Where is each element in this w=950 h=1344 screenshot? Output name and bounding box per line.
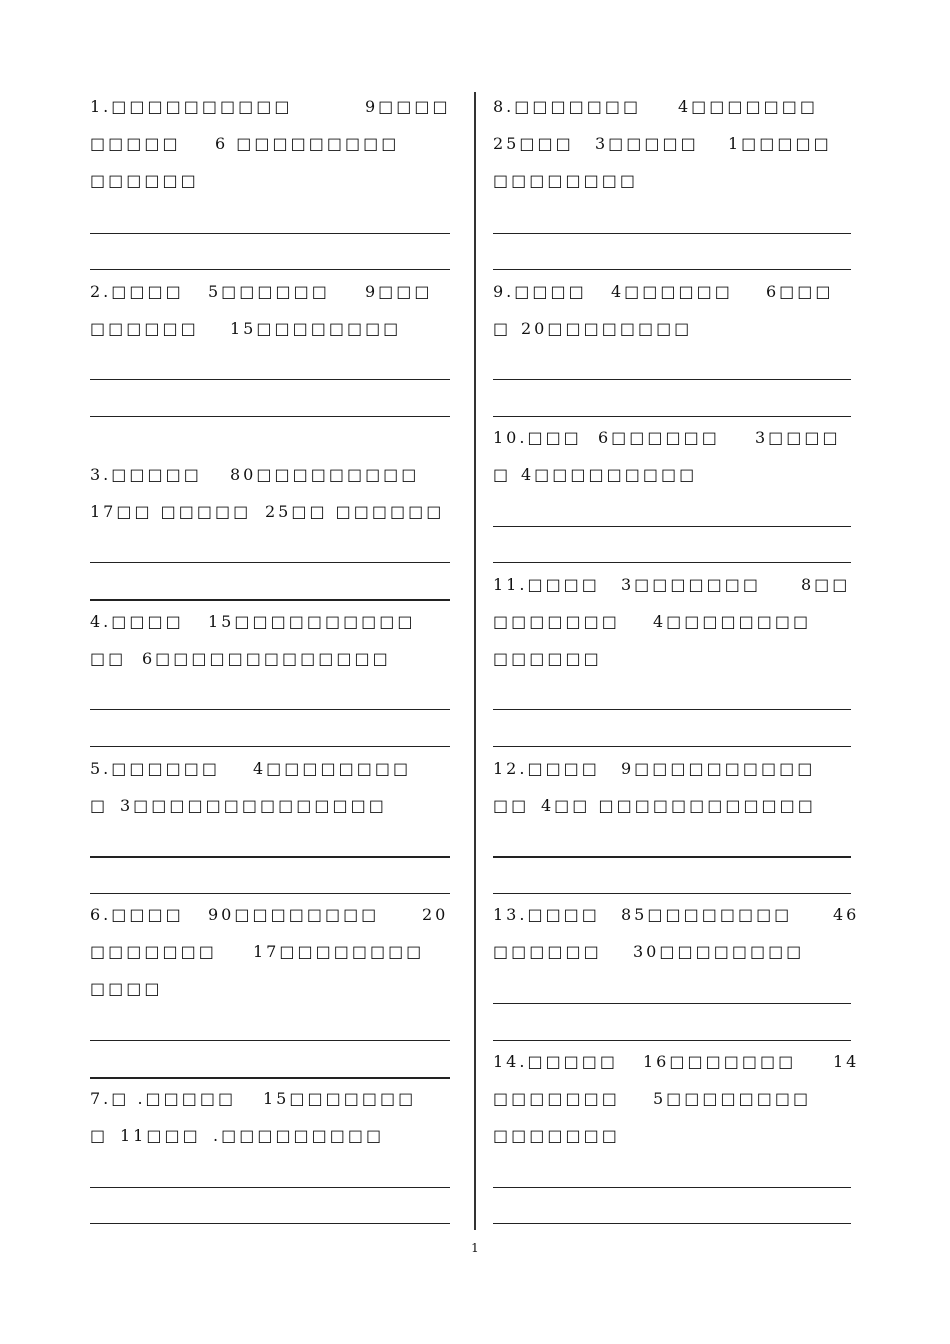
answer-line[interactable] [90, 233, 450, 234]
answer-line[interactable] [90, 379, 450, 380]
problem-text: 8□□ [801, 575, 851, 594]
problem-text: 16□□□□□□□ [643, 1052, 797, 1071]
problem-text: 4□□□□□□□□ [253, 759, 412, 778]
problem-text: □□ [493, 796, 530, 815]
problem-text: □ [493, 319, 512, 338]
problem-text: 17□□ □□□□□ [90, 502, 252, 521]
answer-line[interactable] [493, 856, 851, 858]
problem-text: 20 [422, 905, 449, 924]
answer-line[interactable] [493, 233, 851, 234]
answer-line[interactable] [90, 269, 450, 270]
column-divider [474, 92, 476, 1230]
problem-text: 6□□□ [766, 282, 834, 301]
answer-line[interactable] [90, 1040, 450, 1041]
problem-text: 3□□□□ [755, 428, 841, 447]
problem-text: □ [493, 465, 512, 484]
problem-text: □□□□□□□ [90, 942, 217, 961]
problem-text: 4□□□□□□□□□ [521, 465, 698, 484]
problem-text: □□□□□□□ [493, 1126, 620, 1145]
problem-text: 85□□□□□□□□ [621, 905, 793, 924]
problem-text: □□□□□ [90, 134, 181, 153]
problem-text: 14 [833, 1052, 860, 1071]
answer-line[interactable] [90, 562, 450, 563]
problem-text: 3□□□□□□□ [621, 575, 761, 594]
problem-text: 20□□□□□□□□ [521, 319, 693, 338]
problem-text: 5.□□□□□□ [90, 759, 220, 778]
problem-text: 14.□□□□□ [493, 1052, 619, 1071]
answer-line[interactable] [90, 709, 450, 710]
problem-text: 1□□□□□ [728, 134, 832, 153]
answer-line[interactable] [493, 562, 851, 563]
problem-text: 10.□□□ [493, 428, 582, 447]
problem-text: 1.□□□□□□□□□□ [90, 97, 293, 116]
answer-line[interactable] [493, 416, 851, 417]
answer-line[interactable] [90, 1223, 450, 1224]
problem-text: □ [90, 796, 109, 815]
problem-text: □□□□□□□□ [493, 171, 638, 190]
problem-text: 5□□□□□□□□ [653, 1089, 812, 1108]
answer-line[interactable] [90, 893, 450, 894]
problem-text: 4□□ □□□□□□□□□□□□ [541, 796, 816, 815]
problem-text: 6□□□□□□□□□□□□□ [142, 649, 391, 668]
answer-line[interactable] [493, 269, 851, 270]
problem-text: 90□□□□□□□□ [208, 905, 380, 924]
problem-text: □□□□□□□ [493, 612, 620, 631]
problem-text: □□□□□□ [90, 171, 199, 190]
problem-text: □□□□□□ [493, 649, 602, 668]
answer-line[interactable] [493, 893, 851, 894]
problem-text: .□□□□□□□□□ [213, 1126, 385, 1145]
problem-text: □□ [90, 649, 127, 668]
problem-text: 46 [833, 905, 860, 924]
problem-text: 11□□□ [120, 1126, 201, 1145]
problem-text: □□□□□□□ [493, 1089, 620, 1108]
problem-text: 3□□□□□ [595, 134, 699, 153]
answer-line[interactable] [493, 746, 851, 747]
problem-text: 4□□□□□□□ [678, 97, 818, 116]
problem-text: 15□□□□□□□□ [230, 319, 402, 338]
answer-line[interactable] [493, 526, 851, 527]
problem-text: 80□□□□□□□□□ [230, 465, 420, 484]
answer-line[interactable] [493, 1003, 851, 1004]
problem-text: 17□□□□□□□□ [253, 942, 425, 961]
answer-line[interactable] [90, 416, 450, 417]
problem-text: □□□□□□ [493, 942, 602, 961]
problem-text: 15□□□□□□□□□□ [208, 612, 416, 631]
problem-text: 9□□□ [365, 282, 433, 301]
problem-text: 4□□□□□□□□ [653, 612, 812, 631]
problem-text: 5□□□□□□ [208, 282, 330, 301]
problem-text: 6.□□□□ [90, 905, 184, 924]
answer-line[interactable] [493, 1187, 851, 1188]
problem-text: 11.□□□□ [493, 575, 600, 594]
problem-text: 9□□□□□□□□□□ [621, 759, 816, 778]
answer-line[interactable] [493, 1040, 851, 1041]
answer-line[interactable] [90, 1187, 450, 1188]
answer-line[interactable] [90, 599, 450, 601]
answer-line[interactable] [493, 1223, 851, 1224]
problem-text: 6 □□□□□□□□□ [215, 134, 400, 153]
problem-text: 25□□ □□□□□□ [265, 502, 445, 521]
page-number: 1 [471, 1241, 479, 1255]
problem-text: 9□□□□ [365, 97, 451, 116]
problem-text: □ [90, 1126, 109, 1145]
problem-text: □□□□ [90, 979, 163, 998]
answer-line[interactable] [90, 1077, 450, 1079]
answer-line[interactable] [493, 709, 851, 710]
problem-text: 25□□□ [493, 134, 574, 153]
problem-text: 4□□□□□□ [611, 282, 733, 301]
problem-text: 6□□□□□□ [598, 428, 720, 447]
problem-text: 15□□□□□□□ [263, 1089, 417, 1108]
problem-text: 7.□ .□□□□□ [90, 1089, 237, 1108]
problem-text: 3.□□□□□ [90, 465, 202, 484]
problem-text: 3□□□□□□□□□□□□□□ [120, 796, 387, 815]
answer-line[interactable] [90, 856, 450, 858]
problem-text: 30□□□□□□□□ [633, 942, 805, 961]
answer-line[interactable] [90, 746, 450, 747]
answer-line[interactable] [493, 379, 851, 380]
problem-text: 4.□□□□ [90, 612, 184, 631]
problem-text: 8.□□□□□□□ [493, 97, 642, 116]
problem-text: □□□□□□ [90, 319, 199, 338]
problem-text: 12.□□□□ [493, 759, 600, 778]
problem-text: 13.□□□□ [493, 905, 600, 924]
problem-text: 9.□□□□ [493, 282, 587, 301]
problem-text: 2.□□□□ [90, 282, 184, 301]
